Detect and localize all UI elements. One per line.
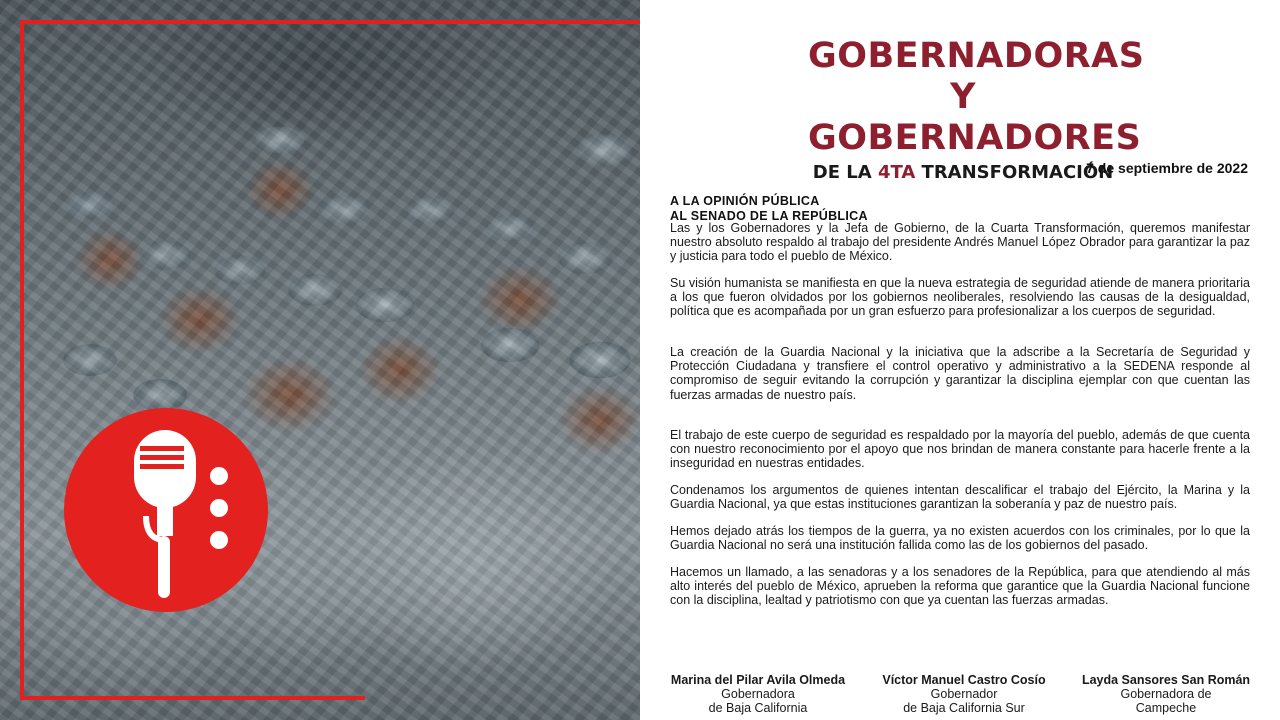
signature-block-2	[864, 673, 1064, 715]
frame-left-line	[20, 20, 24, 700]
signature-role: Gobernador	[930, 687, 998, 701]
press-statement-document	[640, 0, 1280, 720]
paragraph-2: Su visión humanista se manifiesta en que la nueva estrategia de seguridad atiende de manera prioritaria a los que fueron olvidados por los gobiernos neoliberales, resolviendo las causas de la desigualdad, política que es acompañada por un gran esfuerzo para profesionalizar a los cuerpos de seguridad.	[670, 276, 1250, 319]
frame-bottom-line-left	[20, 696, 365, 700]
signature-role: Gobernadora	[721, 687, 795, 701]
paragraph-3: La creación de la Guardia Nacional y la iniciativa que la adscribe a la Secretaría de Seguridad y Protección Ciudadana y transfiere el control operativo y administrativo a la SEDENA responde al compromiso de seguir evitando la corrupción y garantizar la disciplina ejemplar con que cuentan las fuerzas armadas de nuestro país.	[670, 345, 1250, 402]
addressee	[670, 194, 868, 224]
signature-name: Víctor Manuel Castro Cosío	[882, 673, 1046, 687]
microphone-badge	[64, 408, 268, 612]
logo-line-3-accent: 4TA	[877, 162, 916, 183]
logo-line-3-prefix: DE LA	[812, 162, 878, 183]
signature-state: de Baja California Sur	[903, 701, 1025, 715]
microphone-icon	[64, 408, 268, 612]
logo-line-3	[808, 161, 1118, 185]
addressee-line-1: A LA OPINIÓN PÚBLICA	[670, 194, 820, 208]
signature-block-3	[1066, 673, 1266, 715]
addressee-line-2: AL SENADO DE LA REPÚBLICA	[670, 209, 868, 223]
signature-state: de Baja California	[708, 701, 808, 715]
signature-name: Marina del Pilar Avila Olmeda	[670, 673, 846, 687]
signature-state: Campeche	[1135, 701, 1197, 715]
paragraph-1: Las y los Gobernadores y la Jefa de Gobierno, de la Cuarta Transformación, queremos manifestar nuestro absoluto respaldo al trabajo del presidente Andrés Manuel López Obrador para garantizar la paz y justicia para todo el pueblo de México.	[670, 221, 1250, 264]
paragraph-5: Condenamos los argumentos de quienes intentan descalificar el trabajo del Ejército, la Marina y la Guardia Nacional, ya que estas instituciones garantizan la soberanía y paz de nuestro país.	[670, 483, 1250, 512]
statement-date: 7 de septiembre de 2022	[1086, 160, 1248, 176]
paragraph-6: Hemos dejado atrás los tiempos de la guerra, ya no existen acuerdos con los criminales, por lo que la Guardia Nacional no será una institución fallida como las de los gobiernos del pasado.	[670, 524, 1250, 553]
signature-role: Gobernadora de	[1120, 687, 1212, 701]
signature-name: Layda Sansores San Román	[1081, 673, 1251, 687]
paragraph-4: El trabajo de este cuerpo de seguridad es respaldado por la mayoría del pueblo, además de que cuenta con nuestro reconocimiento por el apoyo que nos brindan de manera constante para hacerle frente a la inseguridad en nuestras entidades.	[670, 428, 1250, 471]
paragraph-7: Hacemos un llamado, a las senadoras y a los senadores de la República, para que atendiendo al más alto interés del pueblo de México, aprueben la reforma que garantice que la Guardia Nacional funcione con la disciplina, lealtad y patriotismo con que ya cuentan las fuerzas armadas.	[670, 565, 1250, 608]
logo-line-1: GOBERNADORAS	[808, 36, 1145, 76]
logo-line-2: Y GOBERNADORES	[808, 77, 1142, 158]
signature-block-1	[658, 673, 858, 715]
gobernadores-logo	[808, 36, 1145, 185]
logo-line-3-suffix: TRANSFORMACIÓN	[915, 162, 1114, 183]
